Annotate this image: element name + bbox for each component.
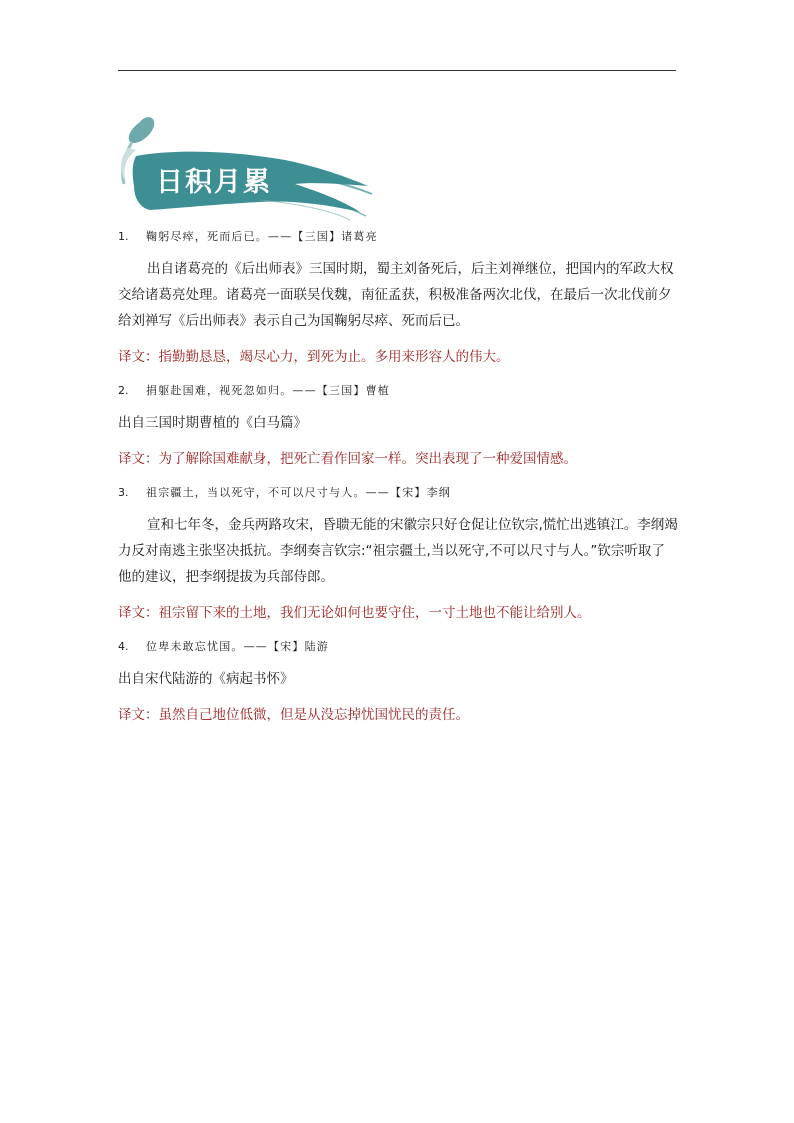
header-rule <box>118 70 676 71</box>
content-body <box>118 226 678 738</box>
translation-text: 译文：为了解除国难献身，把死亡看作回家一样。突出表现了一种爱国情感。 <box>118 451 577 467</box>
explanation-paragraph: 出自三国时期曹植的《白马篇》 <box>118 415 307 431</box>
quote-text: 鞠躬尽瘁，死而后已。——【三国】诸葛亮 <box>146 230 378 243</box>
quote-number: 4. <box>118 640 129 653</box>
quote-number: 1. <box>118 230 129 243</box>
quote-text: 祖宗疆土，当以死守，不可以尺寸与人。——【宋】李纲 <box>146 486 451 499</box>
translation-text: 译文：虽然自己地位低微，但是从没忘掉忧国忧民的责任。 <box>118 707 469 723</box>
quote-text: 捐躯赴国难，视死忽如归。——【三国】曹植 <box>146 384 390 397</box>
explanation-paragraph: 宣和七年冬，金兵两路攻宋，昏聩无能的宋徽宗只好仓促让位钦宗,慌忙出逃镇江。李纲竭力反对南逃主张坚决抵抗。李纲奏言钦宗:“祖宗疆土,当以死守,不可以尺寸与人。”钦宗听取了他的建议，把李纲提拔为兵部侍郎。 <box>118 517 678 585</box>
quote-number: 3. <box>118 486 129 499</box>
quote-line <box>118 636 678 658</box>
quote-line <box>118 226 678 248</box>
quote-number: 2. <box>118 384 129 397</box>
explanation-paragraph: 出自诸葛亮的《后出师表》三国时期，蜀主刘备死后，后主刘禅继位，把国内的军政大权交给诸葛亮处理。诸葛亮一面联吴伐魏，南征孟获，积极准备两次北伐，在最后一次北伐前夕给刘禅写《后出师表》表示自己为国鞠躬尽瘁、死而后已。 <box>118 261 674 329</box>
quote-line <box>118 482 678 504</box>
translation-text: 译文：祖宗留下来的土地，我们无论如何也要守住，一寸土地也不能让给别人。 <box>118 605 591 621</box>
section-title: 日积月累 <box>156 167 272 198</box>
explanation-paragraph: 出自宋代陆游的《病起书怀》 <box>118 671 294 687</box>
quote-text: 位卑未敢忘忧国。——【宋】陆游 <box>146 640 329 653</box>
section-banner <box>110 112 380 224</box>
translation-text: 译文：指勤勤恳恳，竭尽心力，到死为止。多用来形容人的伟大。 <box>118 349 510 365</box>
quote-line <box>118 380 678 402</box>
